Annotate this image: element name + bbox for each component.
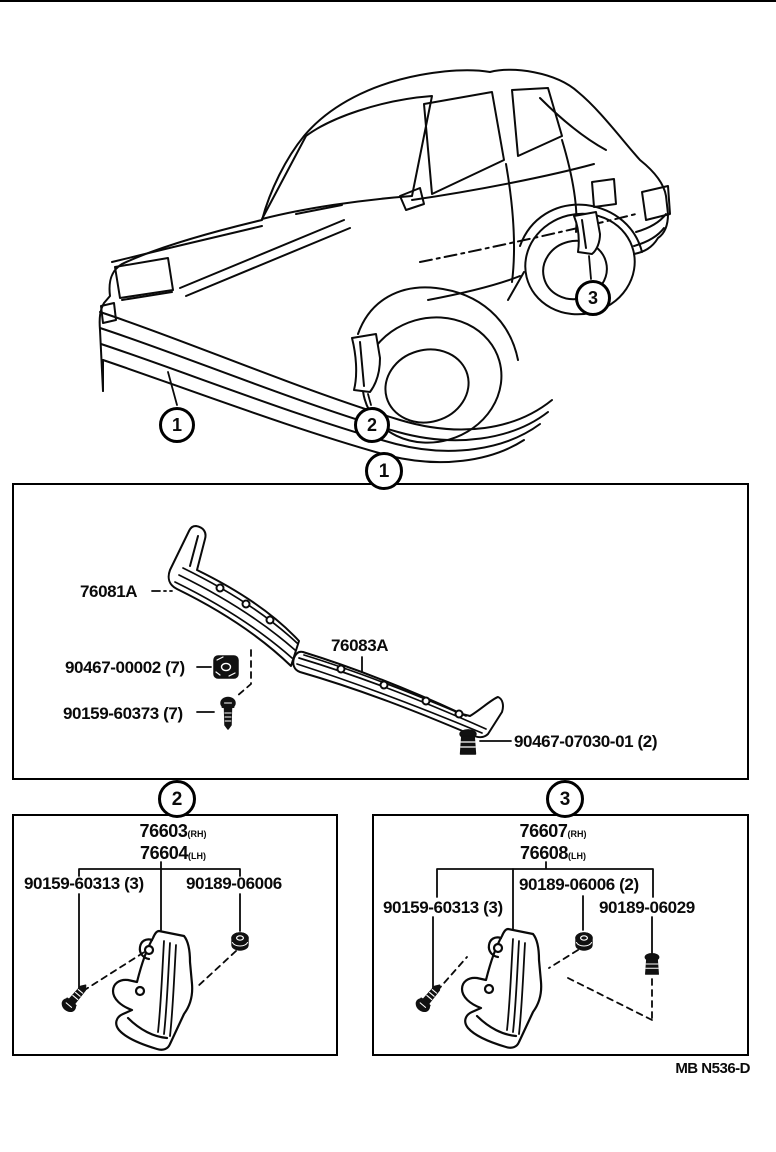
part-label-90189-06006-rear: 90189-06006 (2) xyxy=(519,875,639,894)
part-label-90467-00002: 90467-00002 (7) xyxy=(65,658,185,677)
callout-3-car: 3 xyxy=(575,280,611,316)
callout-2-car: 2 xyxy=(354,407,390,443)
part-number-rh: 76603 xyxy=(139,821,188,841)
part-number-rh: 76607 xyxy=(519,821,568,841)
part-label-76607-76608 xyxy=(465,822,641,866)
car-drawing xyxy=(100,70,670,462)
lh-suffix: (LH) xyxy=(188,851,207,861)
part-label-76603-76604 xyxy=(85,822,261,866)
part-label-90159-60373: 90159-60373 (7) xyxy=(63,704,183,723)
figure-code: MB N536-D xyxy=(675,1060,750,1077)
car-front-mudguard xyxy=(352,334,380,392)
part-number-lh: 76608 xyxy=(519,843,569,863)
callout-3-section: 3 xyxy=(546,780,584,818)
part-label-90189-06029: 90189-06029 xyxy=(599,898,695,917)
part-label-76083A: 76083A xyxy=(331,636,389,655)
car-rear-mudguard xyxy=(574,212,600,254)
part-label-90189-06006-front: 90189-06006 xyxy=(186,874,282,893)
part-label-90467-07030: 90467-07030-01 (2) xyxy=(514,732,658,751)
callout-1-section: 1 xyxy=(365,452,403,490)
lh-suffix: (LH) xyxy=(568,851,587,861)
callout-2-section: 2 xyxy=(158,780,196,818)
part-number-lh: 76604 xyxy=(139,843,189,863)
rh-suffix: (RH) xyxy=(187,829,207,839)
part-label-76081A: 76081A xyxy=(80,582,138,601)
callout-1-car: 1 xyxy=(159,407,195,443)
rh-suffix: (RH) xyxy=(567,829,587,839)
part-label-90159-60313-rear: 90159-60313 (3) xyxy=(383,898,503,917)
part-label-90159-60313-front: 90159-60313 (3) xyxy=(24,874,144,893)
